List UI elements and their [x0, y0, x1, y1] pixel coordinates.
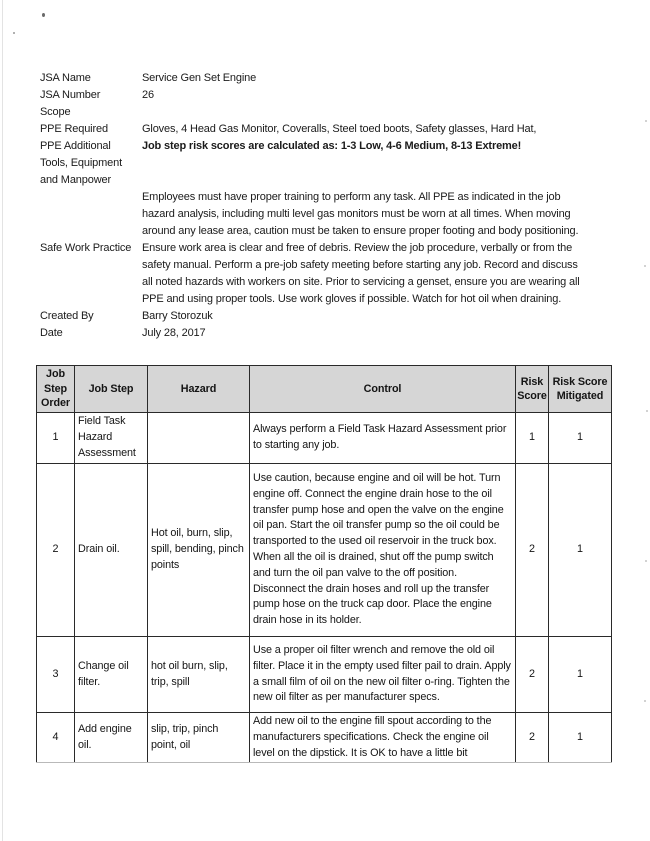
field-ppe-required: [40, 121, 585, 138]
field-label: JSA Number: [40, 89, 101, 101]
field-label: Scope: [40, 106, 71, 118]
field-jsa-name: [40, 70, 585, 87]
scan-speck: [13, 32, 15, 34]
scan-noise: [645, 120, 647, 122]
field-label: Created By: [40, 310, 94, 322]
cell-hazard: hot oil burn, slip, trip, spill: [148, 637, 250, 713]
field-label: Date: [40, 327, 63, 339]
field-value: Gloves, 4 Head Gas Monitor, Coveralls, Steel toed boots, Safety glasses, Hard Hat,: [142, 123, 537, 135]
field-tools-equipment-manpower: [40, 155, 585, 189]
cell-job-step: Drain oil.: [75, 464, 148, 637]
scan-speck: [42, 13, 45, 17]
field-label: PPE Required: [40, 123, 108, 135]
field-scope: [40, 104, 585, 121]
table-row: [37, 637, 612, 713]
scan-noise: [644, 265, 646, 267]
field-created-by: [40, 308, 585, 325]
cell-hazard: slip, trip, pinch point, oil: [148, 713, 250, 763]
scan-noise: [644, 700, 646, 702]
cell-risk-score: 2: [516, 713, 549, 763]
cell-control: Use caution, because engine and oil will be hot. Turn engine off. Connect the engine drain hose to the oil transfer pump hose and open the valve on the engine oil pan. Start the oil transfer pump so the oil could be transported to the used oil reservoir in the truck box. When all the oil is drained, shut off the pump switch and turn the oil pan valve to the off position. Disconnect the drain hoses and roll up the transfer pump hose on the truck cap door. Place the engine drain hose in its holder.: [250, 464, 516, 637]
table-row: [37, 464, 612, 637]
cell-order: 4: [37, 713, 75, 763]
cell-job-step: Add engine oil.: [75, 713, 148, 763]
col-header-job-step-order: Job Step Order: [37, 366, 75, 413]
col-header-job-step: Job Step: [75, 366, 148, 413]
field-ppe-additional: [40, 138, 585, 155]
field-jsa-number: [40, 87, 585, 104]
cell-hazard: [148, 413, 250, 464]
cell-risk-score: 1: [516, 413, 549, 464]
col-header-hazard: Hazard: [148, 366, 250, 413]
cell-control: Use a proper oil filter wrench and remove the old oil filter. Place it in the empty used filter pail to drain. Apply a small film of oil on the new oil filter o-ring. Tighten the new oil filter as per manufacturer specs.: [250, 637, 516, 713]
cell-risk-score: 2: [516, 464, 549, 637]
cell-hazard: Hot oil, burn, slip, spill, bending, pinch points: [148, 464, 250, 637]
field-safe-work-practice: [40, 189, 585, 308]
field-label: Safe Work Practice: [40, 242, 132, 254]
table-header-row: [37, 366, 612, 413]
scan-noise: [646, 410, 648, 412]
field-value: 26: [142, 89, 154, 101]
cell-order: 1: [37, 413, 75, 464]
cell-risk-score: 2: [516, 637, 549, 713]
scan-edge-artifact: [2, 0, 3, 841]
cell-control: Always perform a Field Task Hazard Assessment prior to starting any job.: [250, 413, 516, 464]
cell-order: 2: [37, 464, 75, 637]
scan-noise: [645, 560, 647, 562]
cell-control: Add new oil to the engine fill spout according to the manufacturers specifications. Check the engine oil level on the dipstick. It is OK to have a little bit: [250, 713, 516, 763]
table-row: [37, 413, 612, 464]
cell-risk-mitigated: 1: [549, 713, 612, 763]
field-value-risk-score-note: Job step risk scores are calculated as: 1-3 Low, 4-6 Medium, 8-13 Extreme!: [142, 140, 522, 152]
cell-order: 3: [37, 637, 75, 713]
col-header-risk-score: Risk Score: [516, 366, 549, 413]
field-value: [142, 155, 585, 189]
table-row: [37, 713, 612, 763]
cell-risk-mitigated: 1: [549, 637, 612, 713]
safe-work-practice-paragraph: Employees must have proper training to perform any task. All PPE as indicated in the job hazard analysis, including multi level gas monitors must be worn at all times. When moving around any lease area, caution must be taken to ensure proper footing and body positioning. Ensure work area is clear and free of debris. Review the job procedure, verbally or from the safety manual. Perform a pre-job safety meeting before starting any job. Record and discuss all noted hazards with workers on site. Prior to servicing a genset, ensure you are wearing all PPE and using proper tools. Use work gloves if possible. Watch for hot oil when draining.: [142, 191, 580, 305]
cell-job-step: Field Task Hazard Assessment: [75, 413, 148, 464]
jsa-header-fields: [40, 70, 585, 342]
field-value: [142, 104, 585, 121]
cell-risk-mitigated: 1: [549, 464, 612, 637]
job-step-table: [36, 365, 612, 763]
col-header-control: Control: [250, 366, 516, 413]
field-value: Service Gen Set Engine: [142, 72, 257, 84]
field-value: July 28, 2017: [142, 327, 206, 339]
field-label: JSA Name: [40, 72, 91, 84]
col-header-risk-score-mitigated: Risk Score Mitigated: [549, 366, 612, 413]
cell-job-step: Change oil filter.: [75, 637, 148, 713]
field-label: PPE Additional: [40, 140, 111, 152]
field-date: [40, 325, 585, 342]
field-label: Tools, Equipment and Manpower: [40, 157, 122, 186]
cell-risk-mitigated: 1: [549, 413, 612, 464]
field-value: Barry Storozuk: [142, 310, 213, 322]
